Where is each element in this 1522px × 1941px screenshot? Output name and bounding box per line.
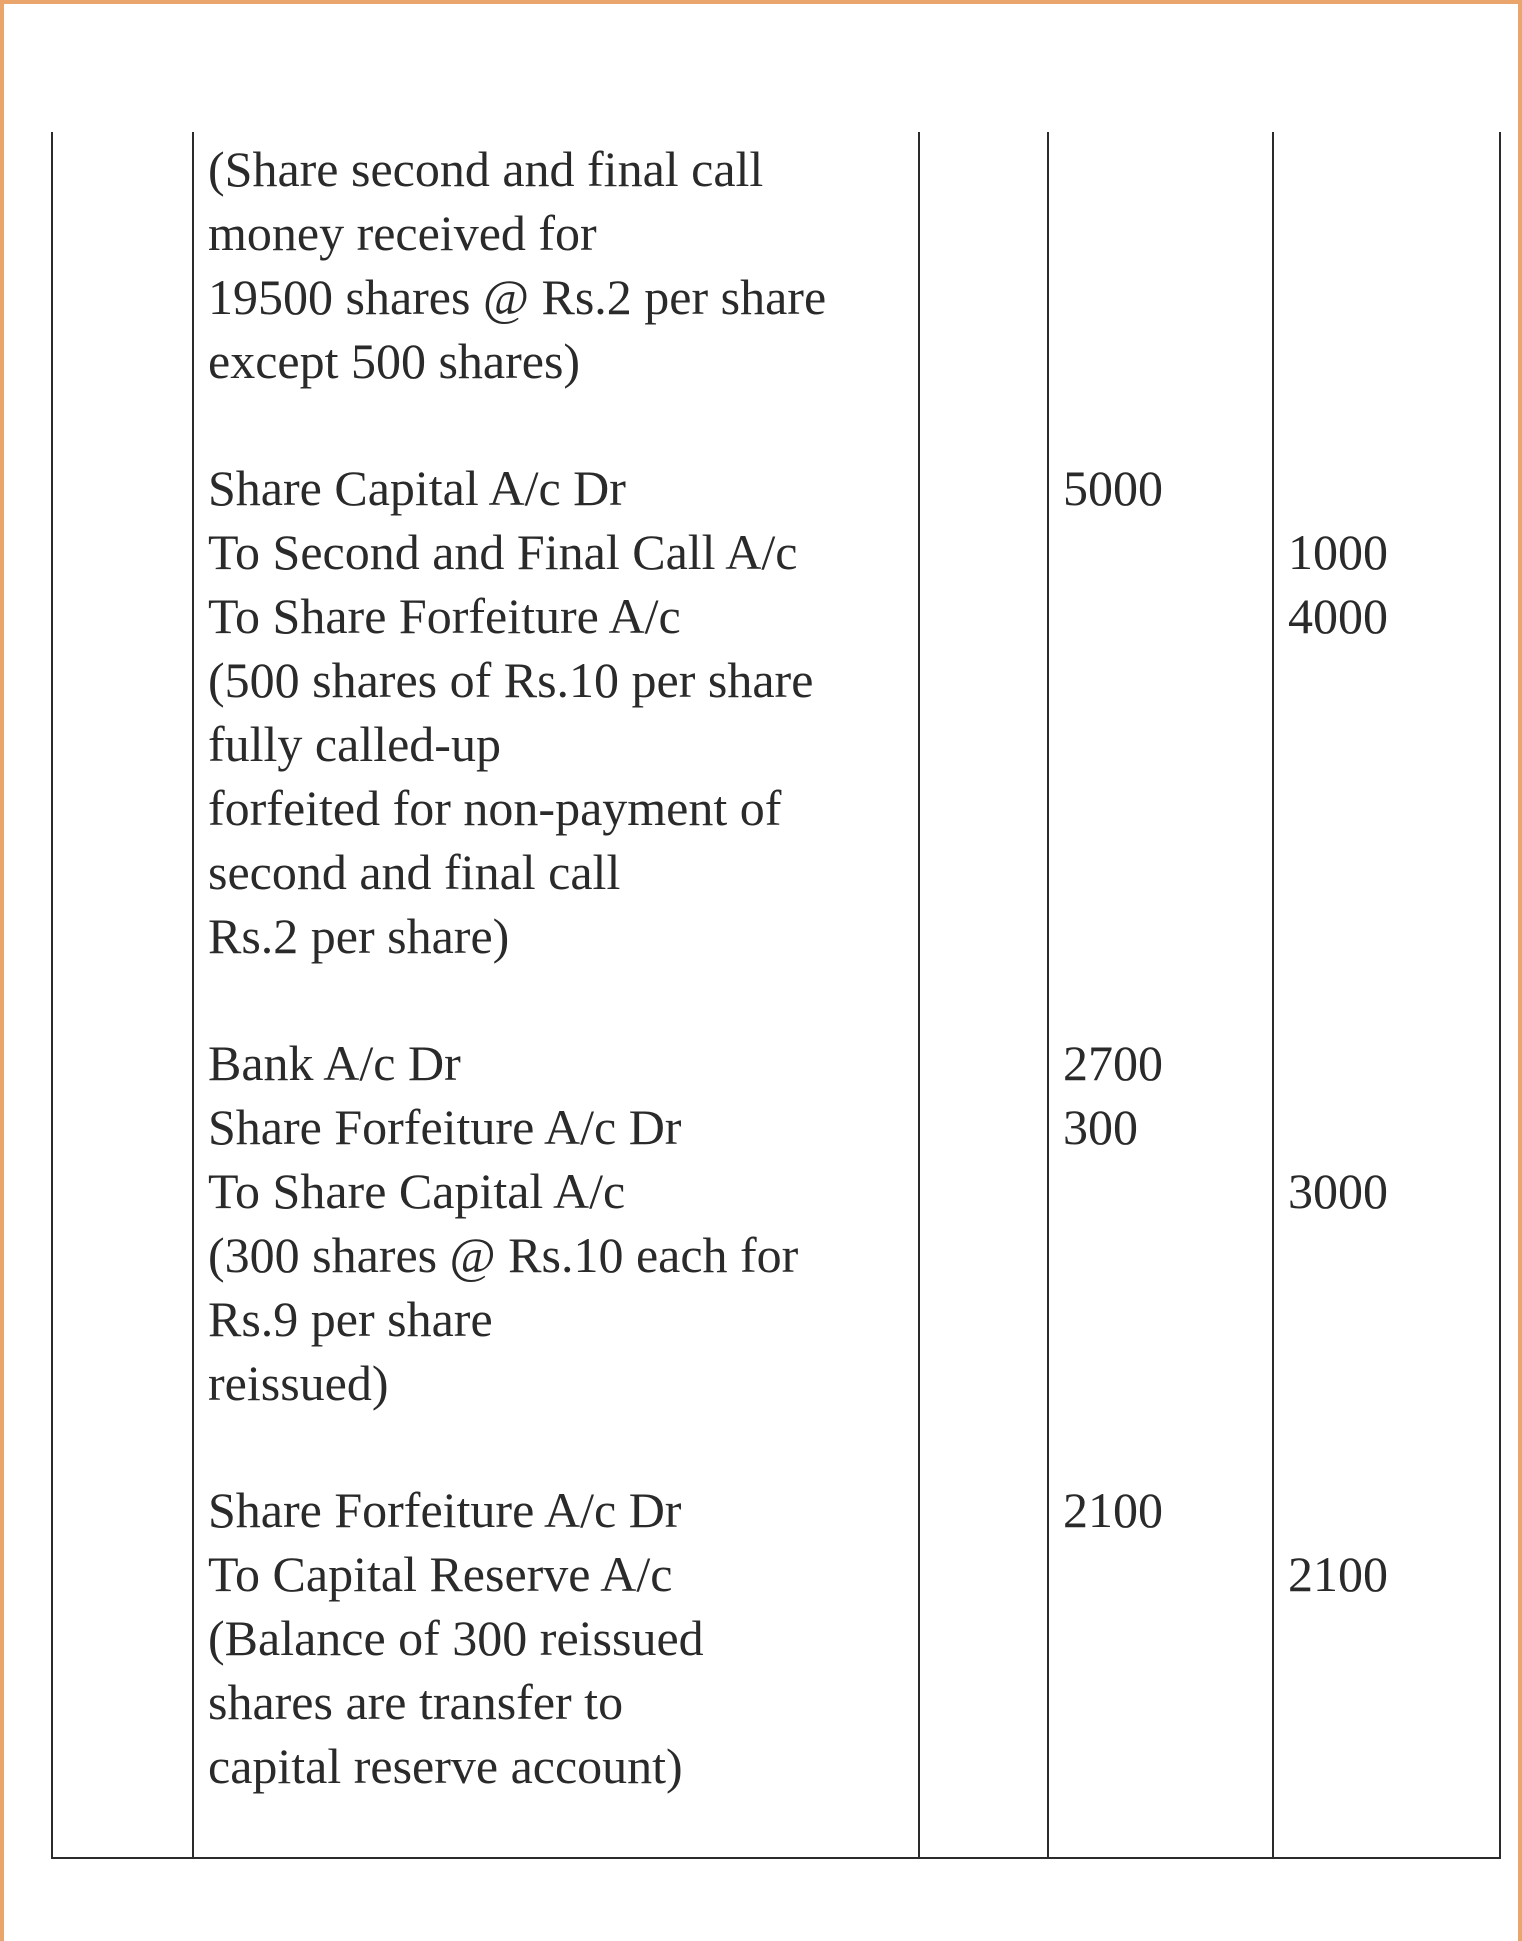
particulars-line: except 500 shares) [208,333,581,389]
credit-amount: 3000 [1288,1163,1388,1219]
particulars-line: Share Forfeiture A/c Dr [208,1482,682,1538]
particulars-line: To Capital Reserve A/c [208,1546,673,1602]
particulars-line: To Share Forfeiture A/c [208,588,681,644]
particulars-line: Rs.9 per share [208,1291,493,1347]
table-right-border [1499,132,1501,1858]
debit-column-divider [1272,132,1274,1858]
particulars-line: forfeited for non-payment of [208,780,782,836]
particulars-line: money received for [208,205,597,261]
particulars-line: (Share second and final call [208,141,764,197]
particulars-line: (300 shares @ Rs.10 each for [208,1227,799,1283]
particulars-line: To Second and Final Call A/c [208,524,798,580]
debit-amount: 300 [1063,1099,1138,1155]
particulars-line: (Balance of 300 reissued [208,1610,704,1666]
date-column-divider [192,132,194,1858]
credit-amount: 2100 [1288,1546,1388,1602]
particulars-line: Share Capital A/c Dr [208,460,626,516]
particulars-line: second and final call [208,844,621,900]
particulars-line: shares are transfer to [208,1674,624,1730]
particulars-line: capital reserve account) [208,1738,683,1794]
debit-amount: 2700 [1063,1035,1163,1091]
particulars-line: Rs.2 per share) [208,908,510,964]
particulars-line: (500 shares of Rs.10 per share [208,652,814,708]
particulars-line: 19500 shares @ Rs.2 per share [208,269,827,325]
credit-amount: 1000 [1288,524,1388,580]
debit-amount: 2100 [1063,1482,1163,1538]
particulars-column-divider [918,132,920,1858]
lf-column-divider [1047,132,1049,1858]
particulars-line: To Share Capital A/c [208,1163,626,1219]
particulars-line: fully called-up [208,716,501,772]
table-bottom-border [51,1857,1501,1859]
debit-amount: 5000 [1063,460,1163,516]
particulars-line: reissued) [208,1355,389,1411]
table-left-border [51,132,53,1858]
credit-amount: 4000 [1288,588,1388,644]
particulars-line: Share Forfeiture A/c Dr [208,1099,682,1155]
particulars-line: Bank A/c Dr [208,1035,461,1091]
